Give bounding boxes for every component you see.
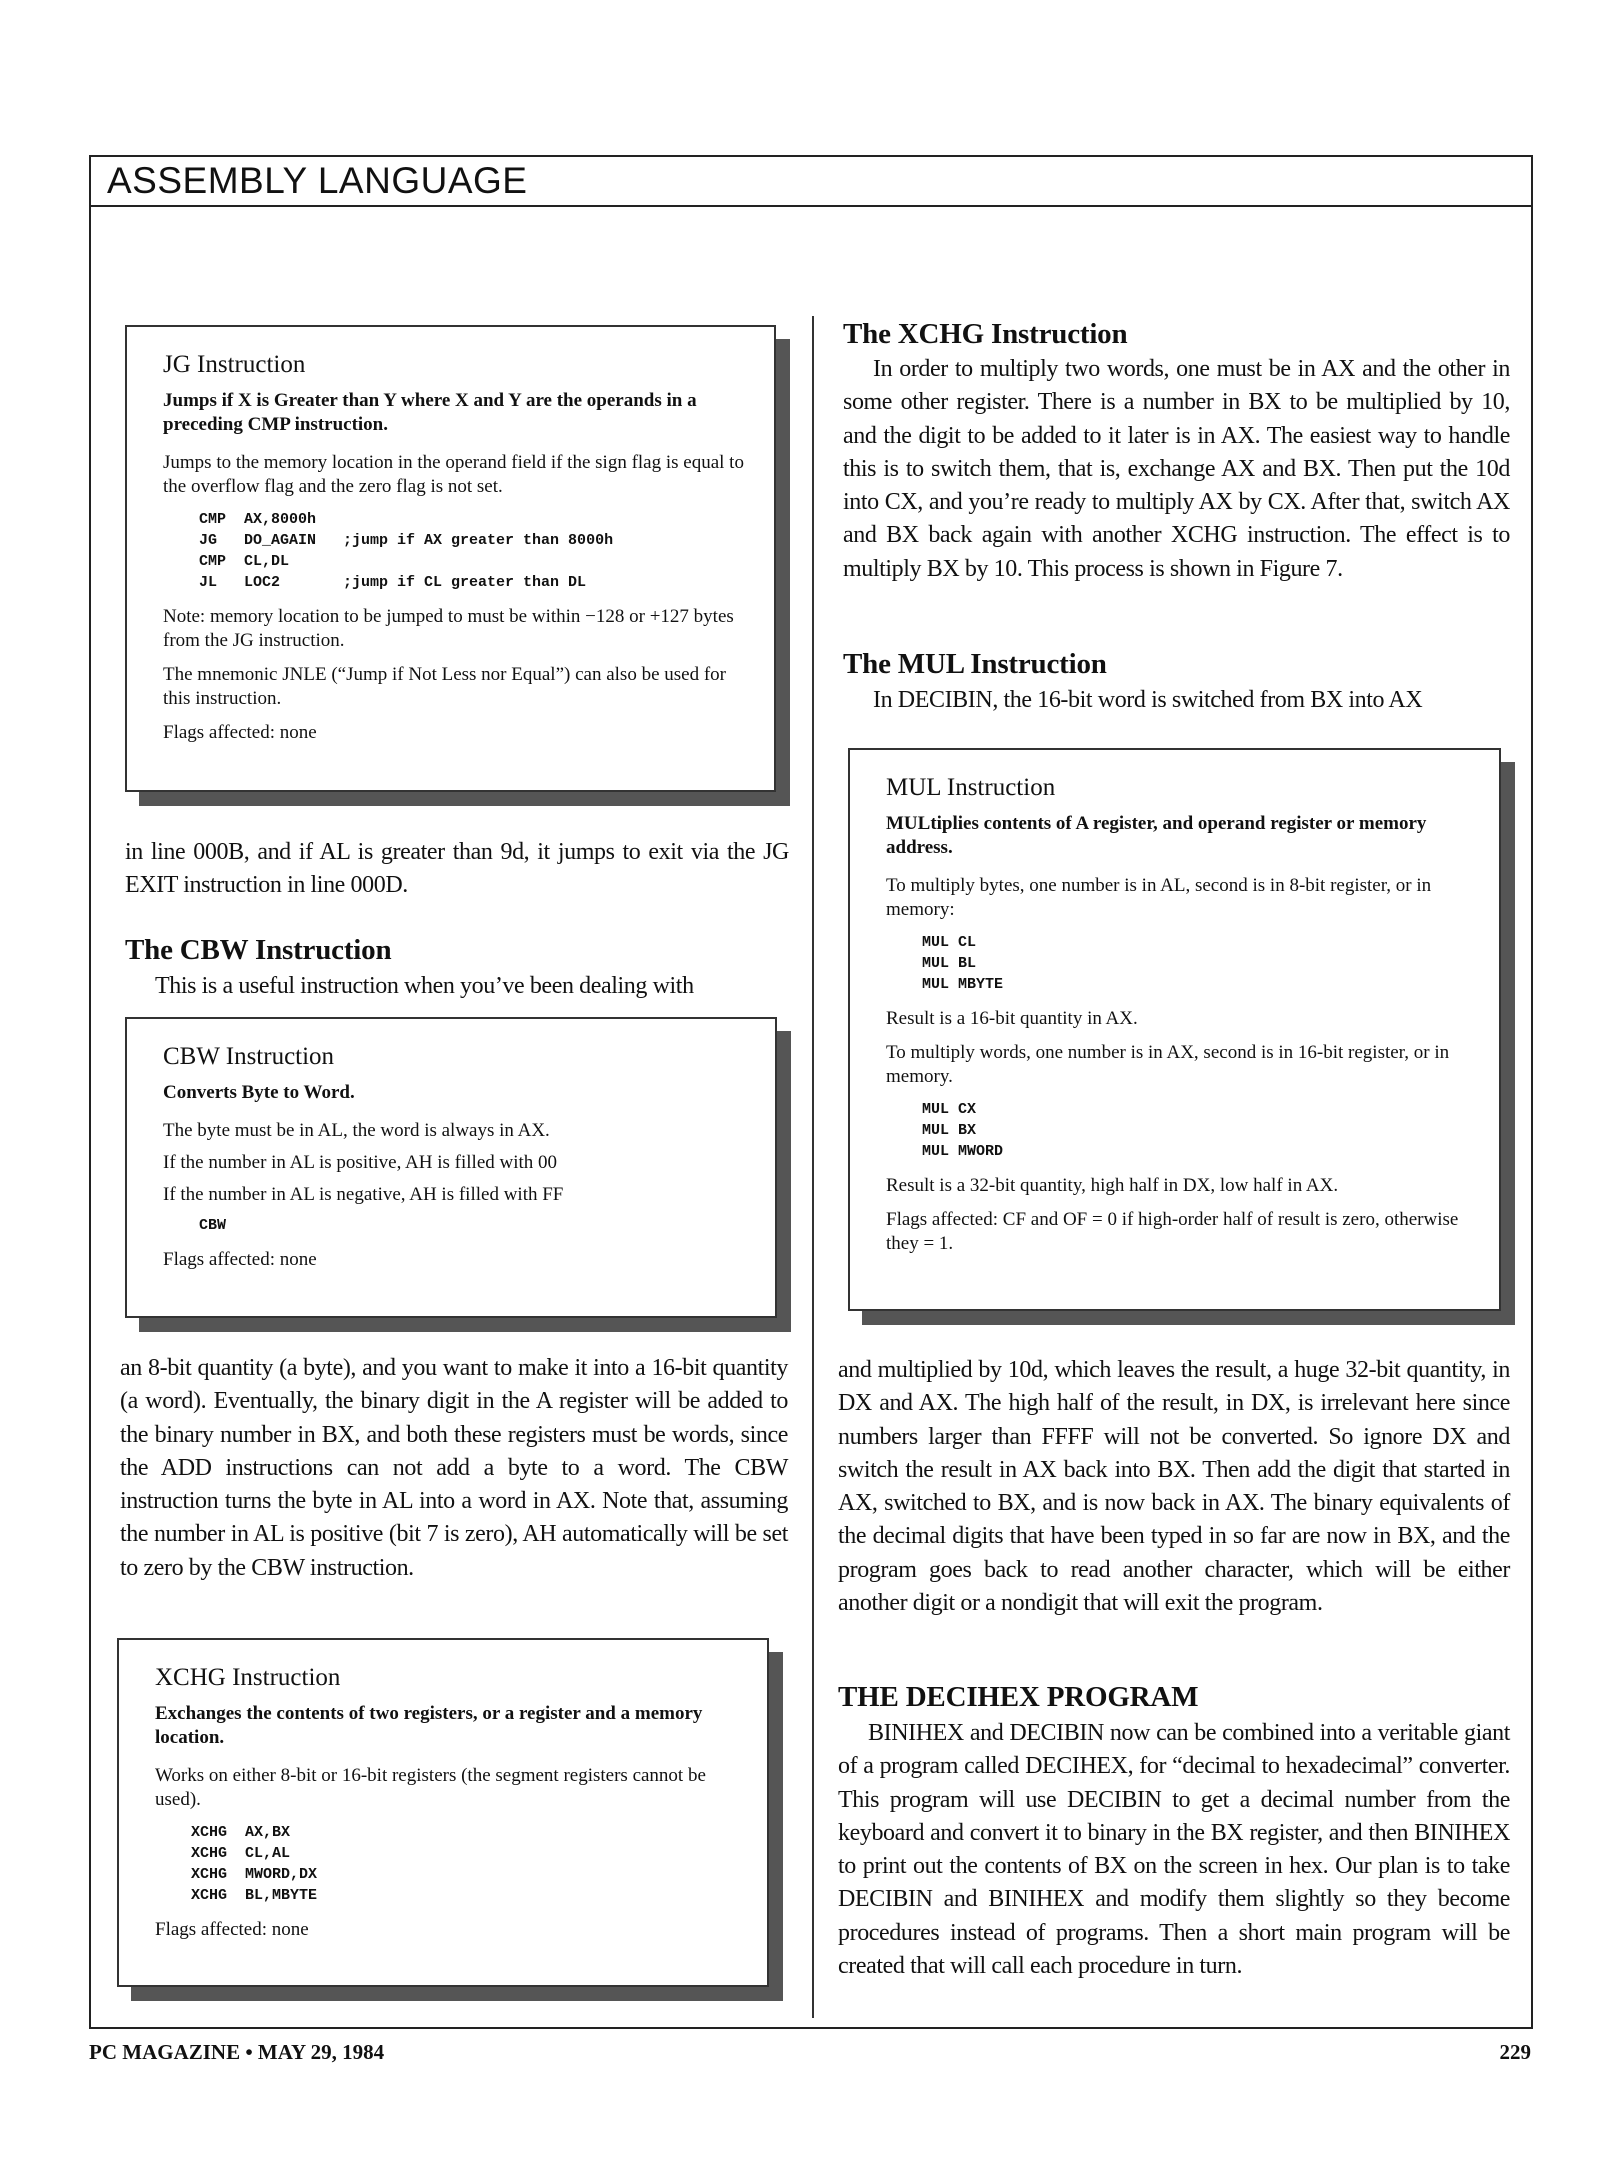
box-flags: Flags affected: none bbox=[163, 722, 317, 743]
box-description: Jumps to the memory location in the operand field if the sign flag is equal to the overflow flag and the zero flag is not set. bbox=[163, 452, 744, 497]
box-summary: Jumps if X is Greater than Y where X and Y are the operands in a preceding CMP instruction. bbox=[163, 390, 697, 435]
right-paragraph-4 bbox=[838, 1717, 1510, 1983]
box-result: Result is a 16-bit quantity in AX. bbox=[886, 1008, 1138, 1029]
page-number: 229 bbox=[1499, 2040, 1531, 2064]
jg-instruction-box bbox=[125, 325, 776, 792]
box-line: If the number in AL is positive, AH is filled with 00 bbox=[163, 1152, 558, 1173]
right-paragraph-2 bbox=[843, 684, 1510, 717]
right-paragraph-1 bbox=[843, 353, 1510, 586]
paragraph-text: In DECIBIN, the 16-bit word is switched from BX into AX bbox=[873, 687, 1423, 713]
left-paragraph-2 bbox=[125, 970, 789, 1003]
paragraph-text: In order to multiply two words, one must be in AX and the other in some other register. There is a number in BX to be multiplied by 10, and the digit to be added to it later is in AX. The easiest way to handle this is to switch them, that is, exchange AX and BX. Then put the 10d into CX, and you’re ready to multiply AX by CX. After that, switch AX and BX back again with another XCHG instruction. The effect is to multiply BX by 10. This process is shown in Figure 7. bbox=[843, 356, 1510, 582]
code-sample: MUL CX MUL BX MUL MWORD bbox=[922, 1101, 1004, 1160]
paragraph-text: in line 000B, and if AL is greater than 9d, it jumps to exit via the JG EXIT instruction in line 000D. bbox=[125, 839, 789, 899]
box-title: JG Instruction bbox=[163, 351, 306, 378]
right-paragraph-3 bbox=[838, 1354, 1510, 1620]
box-words: To multiply words, one number is in AX, second is in 16-bit register, or in memory. bbox=[886, 1042, 1450, 1087]
cbw-instruction-box bbox=[125, 1017, 777, 1318]
code-sample: CMP AX,8000h JG DO_AGAIN ;jump if AX greater than 8000h CMP CL,DL JL LOC2 ;jump if CL greater than DL bbox=[199, 511, 614, 591]
mul-instruction-box bbox=[848, 748, 1501, 1311]
paragraph-text: This is a useful instruction when you’ve been dealing with bbox=[155, 973, 694, 999]
left-paragraph-3 bbox=[120, 1352, 788, 1585]
box-summary: MULtiplies contents of A register, and operand register or memory address. bbox=[886, 813, 1427, 858]
xchg-heading: The XCHG Instruction bbox=[843, 318, 1128, 350]
box-title: XCHG Instruction bbox=[155, 1664, 341, 1691]
decihex-heading: THE DECIHEX PROGRAM bbox=[838, 1681, 1199, 1713]
box-bytes: To multiply bytes, one number is in AL, second is in 8-bit register, or in memory: bbox=[886, 875, 1432, 920]
box-description: Works on either 8-bit or 16-bit registers (the segment registers cannot be used). bbox=[155, 1765, 706, 1810]
footer-publication: PC MAGAZINE • MAY 29, 1984 bbox=[89, 2040, 385, 2064]
code-sample: CBW bbox=[199, 1217, 227, 1234]
box-summary: Exchanges the contents of two registers, or a register and a memory location. bbox=[155, 1703, 703, 1748]
xchg-instruction-box bbox=[117, 1638, 769, 1987]
code-sample: XCHG AX,BX XCHG CL,AL XCHG MWORD,DX XCHG BL,MBYTE bbox=[191, 1824, 318, 1904]
box-flags: Flags affected: none bbox=[155, 1919, 309, 1940]
box-flags: Flags affected: CF and OF = 0 if high-order half of result is zero, otherwise they = 1. bbox=[886, 1209, 1459, 1254]
box-line: The byte must be in AL, the word is always in AX. bbox=[163, 1120, 550, 1141]
mul-heading: The MUL Instruction bbox=[843, 648, 1107, 680]
box-title: MUL Instruction bbox=[886, 774, 1056, 801]
code-sample: MUL CL MUL BL MUL MBYTE bbox=[922, 934, 1004, 993]
box-note: Note: memory location to be jumped to must be within −128 or +127 bytes from the JG instruction. bbox=[163, 606, 734, 651]
box-title: CBW Instruction bbox=[163, 1043, 335, 1070]
cbw-heading: The CBW Instruction bbox=[125, 934, 392, 966]
left-paragraph-1 bbox=[125, 836, 789, 903]
box-flags: Flags affected: none bbox=[163, 1249, 317, 1270]
column-divider bbox=[812, 316, 814, 2018]
paragraph-text: an 8-bit quantity (a byte), and you want to make it into a 16-bit quantity (a word). Eventually, the binary digit in the A register will be added to the binary number in BX, and both these registers must be words, since the ADD instructions can not add a byte to a word. The CBW instruction turns the byte in AL into a word in AX. Note that, assuming the number in AL is positive (bit 7 is zero), AH automatically will be set to zero by the CBW instruction. bbox=[120, 1355, 788, 1581]
box-line: If the number in AL is negative, AH is filled with FF bbox=[163, 1184, 564, 1205]
box-mnemonic: The mnemonic JNLE (“Jump if Not Less nor Equal”) can also be used for this instruction. bbox=[163, 664, 726, 709]
section-title: ASSEMBLY LANGUAGE bbox=[107, 160, 528, 201]
box-result: Result is a 32-bit quantity, high half in DX, low half in AX. bbox=[886, 1175, 1339, 1196]
paragraph-text: BINIHEX and DECIBIN now can be combined into a veritable giant of a program called DECIHEX, for “decimal to hexadecimal” converter. This program will use DECIBIN to get a decimal number from the keyboard and convert it to binary in the BX register, and then BINIHEX to print out the contents of BX on the screen in hex. Our plan is to take DECIBIN and BINIHEX and modify them slightly so they become procedures instead of programs. Then a short main program will be created that will call each procedure in turn. bbox=[838, 1720, 1510, 1980]
box-summary: Converts Byte to Word. bbox=[163, 1082, 355, 1103]
paragraph-text: and multiplied by 10d, which leaves the result, a huge 32-bit quantity, in DX and AX. The high half of the result, in DX, is irrelevant here since numbers larger than FFFF will not be converted. So ignore DX and switch the result in AX back into BX. Then add the digit that started in AX, switched to BX, and is now back in AX. The binary equivalents of the decimal digits that have been typed in so far are now in BX, and the program goes back to read another character, which will be either another digit or a nondigit that will exit the program. bbox=[838, 1357, 1510, 1617]
